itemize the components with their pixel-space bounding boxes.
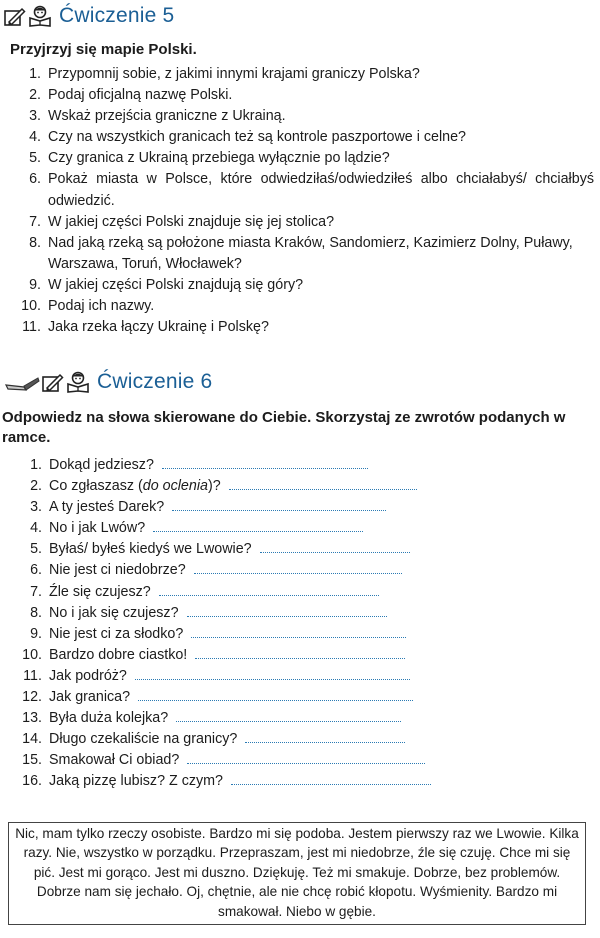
list-item: 8. Nad jaką rzeką są położone miasta Kraków, Sandomierz, Kazimierz Dolny, Puławy, Warszawa, Toruń, Włocławek? [29, 234, 573, 272]
paintbrush-icon [4, 375, 40, 393]
pencil-write-icon [4, 7, 26, 27]
list-item: 13. Była duża kolejka? [0, 708, 590, 729]
exercise-6-title: Ćwiczenie 6 [97, 370, 213, 393]
list-item: 2. Co zgłaszasz (do oclenia)? [0, 476, 590, 497]
list-item: 10. Bardzo dobre ciastko! [0, 645, 590, 666]
answer-line[interactable] [187, 604, 387, 617]
list-item: 6. Nie jest ci niedobrze? [0, 560, 590, 581]
student-reading-icon [28, 5, 52, 27]
answer-line[interactable] [231, 772, 431, 785]
answer-line[interactable] [191, 625, 406, 638]
exercise-6-questions [0, 455, 590, 793]
list-item: 4. No i jak Lwów? [0, 518, 590, 539]
answer-line[interactable] [195, 646, 405, 659]
list-item: 7. Źle się czujesz? [0, 582, 590, 603]
list-item: 16. Jaką pizzę lubisz? Z czym? [0, 771, 590, 792]
list-item: 3. Wskaż przejścia graniczne z Ukrainą. [29, 108, 286, 125]
exercise-6-instruction: Odpowiedz na słowa skierowane do Ciebie. Skorzystaj ze zwrotów podanych w ramce. [2, 409, 566, 446]
exercise-5-title: Ćwiczenie 5 [59, 4, 175, 27]
list-item: 8. No i jak się czujesz? [0, 603, 590, 624]
answer-line[interactable] [172, 498, 386, 511]
list-item: 11. Jak podróż? [0, 666, 590, 687]
list-item: 1. Przypomnij sobie, z jakimi innymi krajami graniczy Polska? [29, 66, 420, 82]
list-item: 12. Jak granica? [0, 687, 590, 708]
answer-line[interactable] [138, 688, 413, 701]
list-item: 3. A ty jesteś Darek? [0, 497, 590, 518]
list-item: 9. W jakiej części Polski znajdują się góry? [29, 276, 304, 293]
answer-line[interactable] [229, 477, 417, 490]
student-reading-icon [66, 371, 90, 393]
exercise-6-header [4, 370, 212, 394]
list-item: 15. Smakował Ci obiad? [0, 750, 590, 771]
list-item: 5. Czy granica z Ukrainą przebiega wyłącznie po lądzie? [29, 150, 390, 167]
list-item: 6. Pokaż miasta w Polsce, które odwiedziłaś/odwiedziłeś albo chciałabyś/ chciałbyś odwiedzić. [29, 171, 594, 209]
exercise-5-instruction: Przyjrzyj się mapie Polski. [10, 41, 197, 58]
answer-line[interactable] [260, 540, 410, 553]
phrase-box: Nic, mam tylko rzeczy osobiste. Bardzo mi się podoba. Jestem pierwszy raz we Lwowie. Kilka razy. Nie, wszystko w porządku. Przepraszam, jest mi niedobrze, źle się czuję. Chce mi się pić. Jest mi gorąco. Jest mi duszno. Dziękuję. Też mi smakuje. Dobrze, bez problemów. Dobrze nam się jechało. Oj, chętnie, ale nie chcę robić kłopotu. Wyśmienity. Bardzo mi smakował. Niebo w gębie. [8, 822, 586, 925]
answer-line[interactable] [159, 583, 379, 596]
list-item: 1. Dokąd jedziesz? [0, 455, 590, 476]
list-item: 11. Jaka rzeka łączy Ukrainę i Polskę? [22, 319, 269, 336]
list-item: 7. W jakiej części Polski znajduje się jej stolica? [29, 213, 335, 230]
answer-line[interactable] [135, 667, 410, 680]
answer-line[interactable] [162, 456, 368, 469]
list-item: 5. Byłaś/ byłeś kiedyś we Lwowie? [0, 539, 590, 560]
pencil-write-icon [42, 373, 64, 393]
list-item: 10. Podaj ich nazwy. [21, 298, 155, 315]
list-item: 9. Nie jest ci za słodko? [0, 624, 590, 645]
answer-line[interactable] [187, 751, 425, 764]
answer-line[interactable] [245, 730, 405, 743]
answer-line[interactable] [194, 561, 402, 574]
answer-line[interactable] [176, 709, 401, 722]
list-item: 14. Długo czekaliście na granicy? [0, 729, 590, 750]
exercise-5-questions [10, 64, 594, 338]
list-item: 2. Podaj oficjalną nazwę Polski. [29, 87, 233, 104]
answer-line[interactable] [153, 519, 363, 532]
list-item: 4. Czy na wszystkich granicach też są kontrole paszportowe i celne? [29, 129, 466, 146]
exercise-5-header [4, 4, 174, 28]
